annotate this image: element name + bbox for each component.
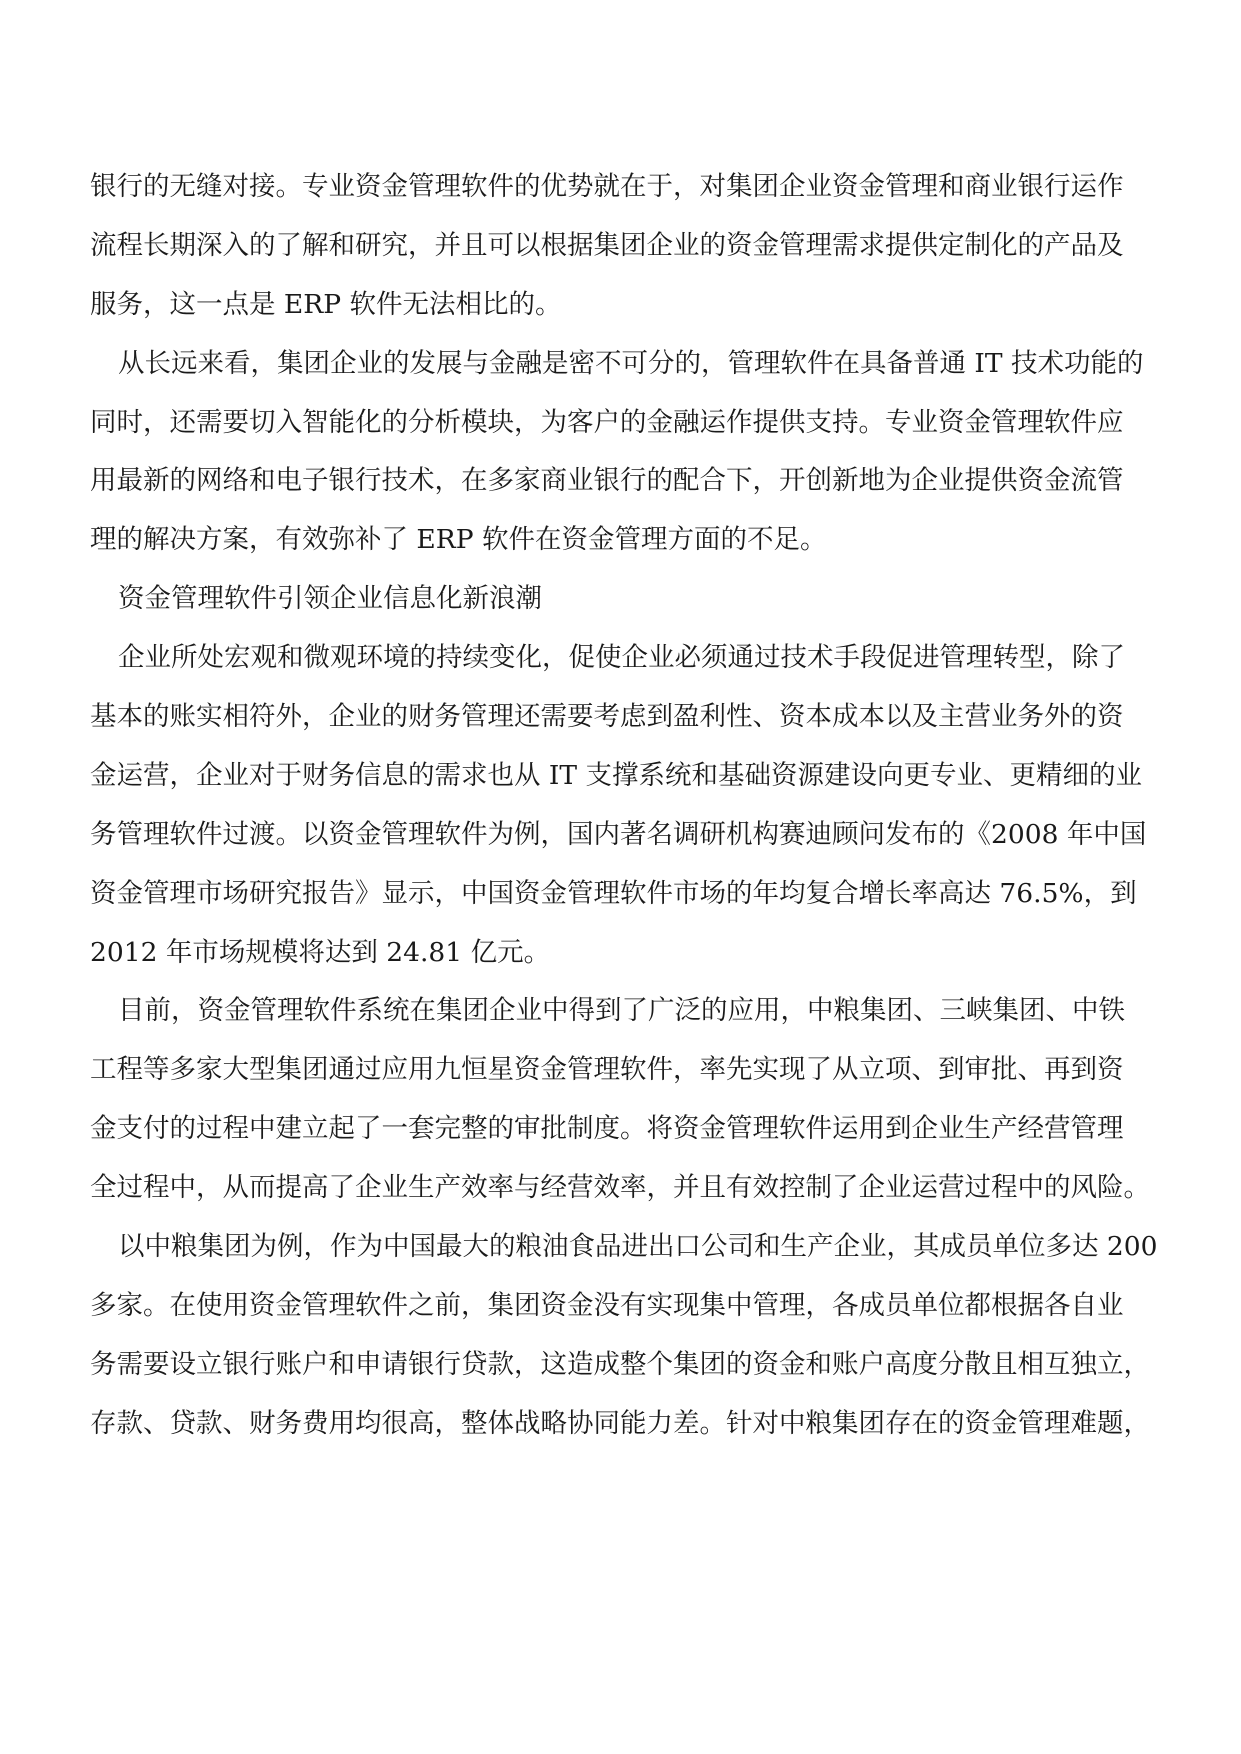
text-line-11: 金运营，企业对于财务信息的需求也从 IT 支撑系统和基础资源建设向更专业、更精细的业 [90,759,1142,791]
text-line-21: 务需要设立银行账户和申请银行贷款，这造成整个集团的资金和账户高度分散且相互独立， [90,1348,1150,1380]
text-line-5: 同时，还需要切入智能化的分析模块，为客户的金融运作提供支持。专业资金管理软件应 [90,406,1124,438]
text-line-20: 多家。在使用资金管理软件之前，集团资金没有实现集中管理，各成员单位都根据各自业 [90,1289,1124,1321]
text-line-15: 目前，资金管理软件系统在集团企业中得到了广泛的应用，中粮集团、三峡集团、中铁 [118,995,1125,1027]
text-line-1: 银行的无缝对接。专业资金管理软件的优势就在于，对集团企业资金管理和商业银行运作 [90,171,1124,202]
document-body [90,158,1170,1454]
text-line-6: 用最新的网络和电子银行技术，在多家商业银行的配合下，开创新地为企业提供资金流管 [90,465,1124,497]
text-line-12: 务管理软件过渡。以资金管理软件为例，国内著名调研机构赛迪顾问发布的《2008 年中国 [90,818,1147,850]
text-line-10: 基本的账实相符外，企业的财务管理还需要考虑到盈利性、资本成本以及主营业务外的资 [90,701,1124,733]
text-line-16: 工程等多家大型集团通过应用九恒星资金管理软件，率先实现了从立项、到审批、再到资 [90,1054,1124,1086]
text-line-4: 从长远来看，集团企业的发展与金融是密不可分的，管理软件在具备普通 IT 技术功能的 [118,347,1144,379]
text-line-22: 存款、贷款、财务费用均很高，整体战略协同能力差。针对中粮集团存在的资金管理难题， [90,1407,1150,1439]
section-heading: 资金管理软件引领企业信息化新浪潮 [118,583,542,615]
text-line-14: 2012 年市场规模将达到 24.81 亿元。 [90,936,551,968]
text-line-3: 服务，这一点是 ERP 软件无法相比的。 [90,288,562,320]
text-line-17: 金支付的过程中建立起了一套完整的审批制度。将资金管理软件运用到企业生产经营管理 [90,1113,1124,1145]
text-line-9: 企业所处宏观和微观环境的持续变化，促使企业必须通过技术手段促进管理转型，除了 [118,642,1125,674]
text-line-13: 资金管理市场研究报告》显示，中国资金管理软件市场的年均复合增长率高达 76.5%，到 [90,877,1137,909]
text-line-7: 理的解决方案，有效弥补了 ERP 软件在资金管理方面的不足。 [90,524,827,556]
text-line-18: 全过程中，从而提高了企业生产效率与经营效率，并且有效控制了企业运营过程中的风险。 [90,1172,1150,1204]
text-line-2: 流程长期深入的了解和研究，并且可以根据集团企业的资金管理需求提供定制化的产品及 [90,229,1124,261]
text-line-19: 以中粮集团为例，作为中国最大的粮油食品进出口公司和生产企业，其成员单位多达 200 [118,1231,1158,1263]
